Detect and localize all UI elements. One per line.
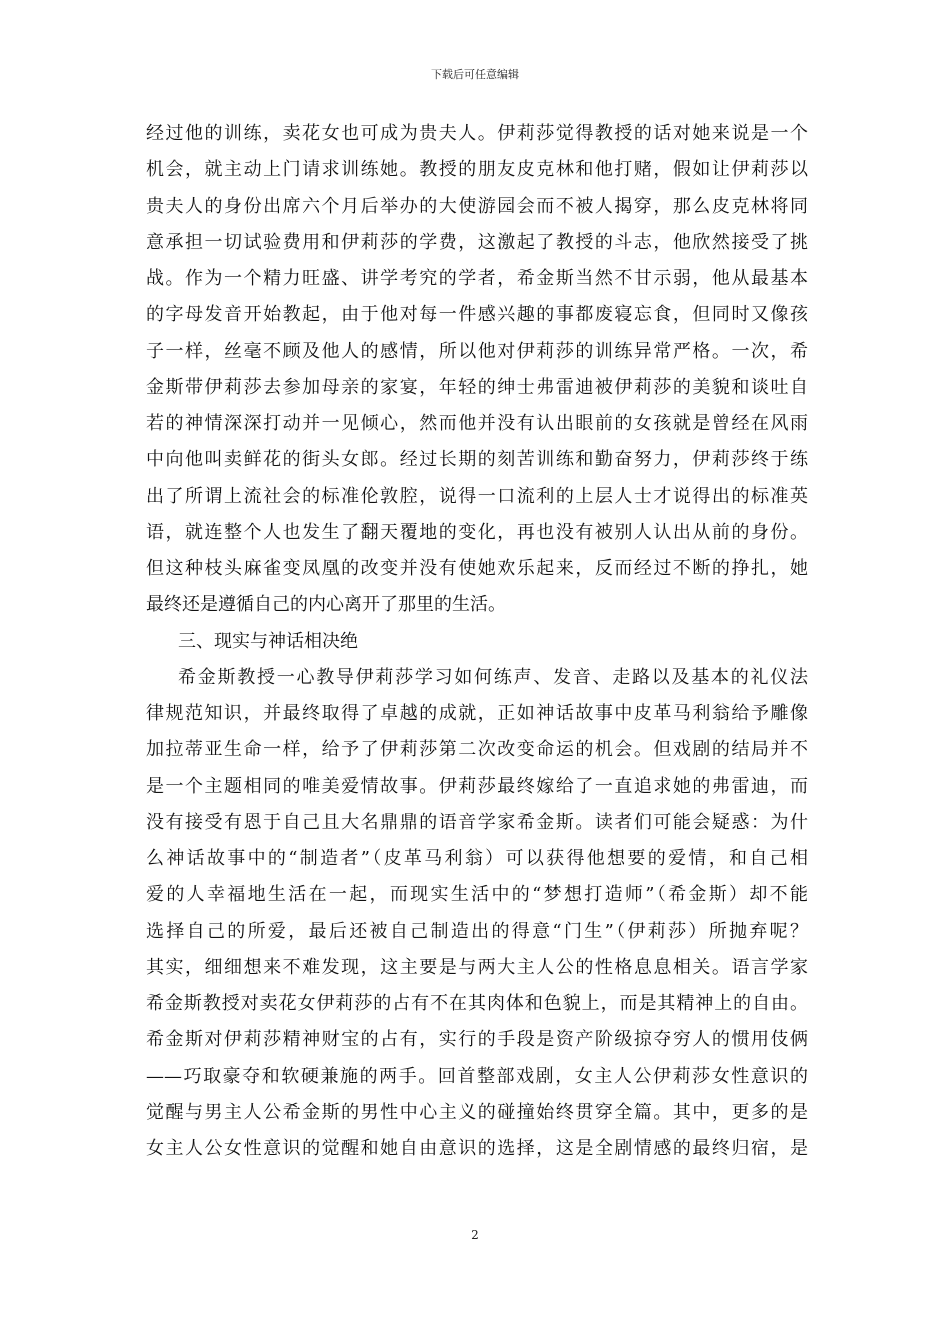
text-line: 最终还是遵循自己的内心离开了那里的生活。	[146, 594, 506, 616]
document-body	[146, 116, 808, 1167]
text-line: 女主人公女性意识的觉醒和她自由意识的选择，这是全剧情感的最终归宿，是	[146, 1138, 808, 1159]
text-line: 加拉蒂亚生命一样，给予了伊莉莎第二次改变命运的机会。但戏剧的结局并不	[146, 739, 808, 761]
text-line: 语，就连整个人也发生了翻天覆地的变化，再也没有被别人认出从前的身份。	[146, 521, 808, 543]
text-line: 希金斯教授对卖花女伊莉莎的占有不在其肉体和色貌上，而是其精神上的自由。	[146, 993, 808, 1014]
text-line: 战。作为一个精力旺盛、讲学考究的学者，希金斯当然不甘示弱，他从最基本	[146, 268, 808, 289]
text-line: 子一样，丝毫不顾及他人的感情，所以他对伊莉莎的训练异常严格。一次，希	[146, 340, 808, 362]
text-line: 律规范知识，并最终取得了卓越的成就，正如神话故事中皮革马利翁给予雕像	[146, 703, 808, 724]
text-line: 金斯带伊莉莎去参加母亲的家宴，年轻的绅士弗雷迪被伊莉莎的美貌和谈吐自	[146, 376, 808, 398]
text-line: 机会，就主动上门请求训练她。教授的朋友皮克林和他打赌，假如让伊莉莎以	[146, 159, 808, 181]
text-line: 是一个主题相同的唯美爱情故事。伊莉莎最终嫁给了一直追求她的弗雷迪，而	[146, 775, 808, 797]
text-line: 若的神情深深打动并一见倾心，然而他并没有认出眼前的女孩就是曾经在风雨	[146, 413, 808, 434]
text-line: 但这种枝头麻雀变凤凰的改变并没有使她欢乐起来，反而经过不断的挣扎，她	[146, 558, 808, 579]
page-number: 2	[471, 1228, 479, 1242]
text-line: 中向他叫卖鲜花的街头女郎。经过长期的刻苦训练和勤奋努力，伊莉莎终于练	[146, 449, 808, 471]
text-line: 贵夫人的身份出席六个月后举办的大使游园会而不被人揭穿，那么皮克林将同	[146, 195, 808, 217]
text-line: 其实，细细想来不难发现，这主要是与两大主人公的性格息息相关。语言学家	[146, 956, 808, 978]
text-line: 的字母发音开始教起，由于他对每一件感兴趣的事都废寝忘食，但同时又像孩	[146, 304, 808, 326]
paragraph	[146, 660, 808, 1168]
text-line: 经过他的训练，卖花女也可成为贵夫人。伊莉莎觉得教授的话对她来说是一个	[146, 123, 808, 144]
text-line: 希金斯教授一心教导伊莉莎学习如何练声、发音、走路以及基本的礼仪法	[178, 666, 808, 688]
section-heading: 三、现实与神话相决绝	[178, 630, 358, 652]
text-line: 选择自己的所爱，最后还被自己制造出的得意“门生”（伊莉莎）所抛弃呢？	[146, 920, 808, 942]
text-line: 出了所谓上流社会的标准伦敦腔，说得一口流利的上层人士才说得出的标准英	[146, 485, 808, 507]
text-line: 么神话故事中的“制造者”（皮革马利翁）可以获得他想要的爱情，和自己相	[146, 848, 808, 869]
page-header: 下载后可任意编辑	[431, 68, 519, 81]
text-line: 希金斯对伊莉莎精神财宝的占有，实行的手段是资产阶级掠夺穷人的惯用伎俩	[146, 1029, 808, 1051]
text-line: 觉醒与男主人公希金斯的男性中心主义的碰撞始终贯穿全篇。其中，更多的是	[146, 1101, 808, 1123]
text-line: 爱的人幸福地生活在一起，而现实生活中的“梦想打造师”（希金斯）却不能	[146, 884, 808, 906]
paragraph-continued	[146, 116, 808, 624]
text-line: 意承担一切试验费用和伊莉莎的学费，这激起了教授的斗志，他欣然接受了挑	[146, 231, 808, 253]
text-line: ——巧取豪夺和软硬兼施的两手。回首整部戏剧，女主人公伊莉莎女性意识的	[146, 1065, 808, 1087]
text-line: 没有接受有恩于自己且大名鼎鼎的语音学家希金斯。读者们可能会疑惑：为什	[146, 811, 808, 833]
